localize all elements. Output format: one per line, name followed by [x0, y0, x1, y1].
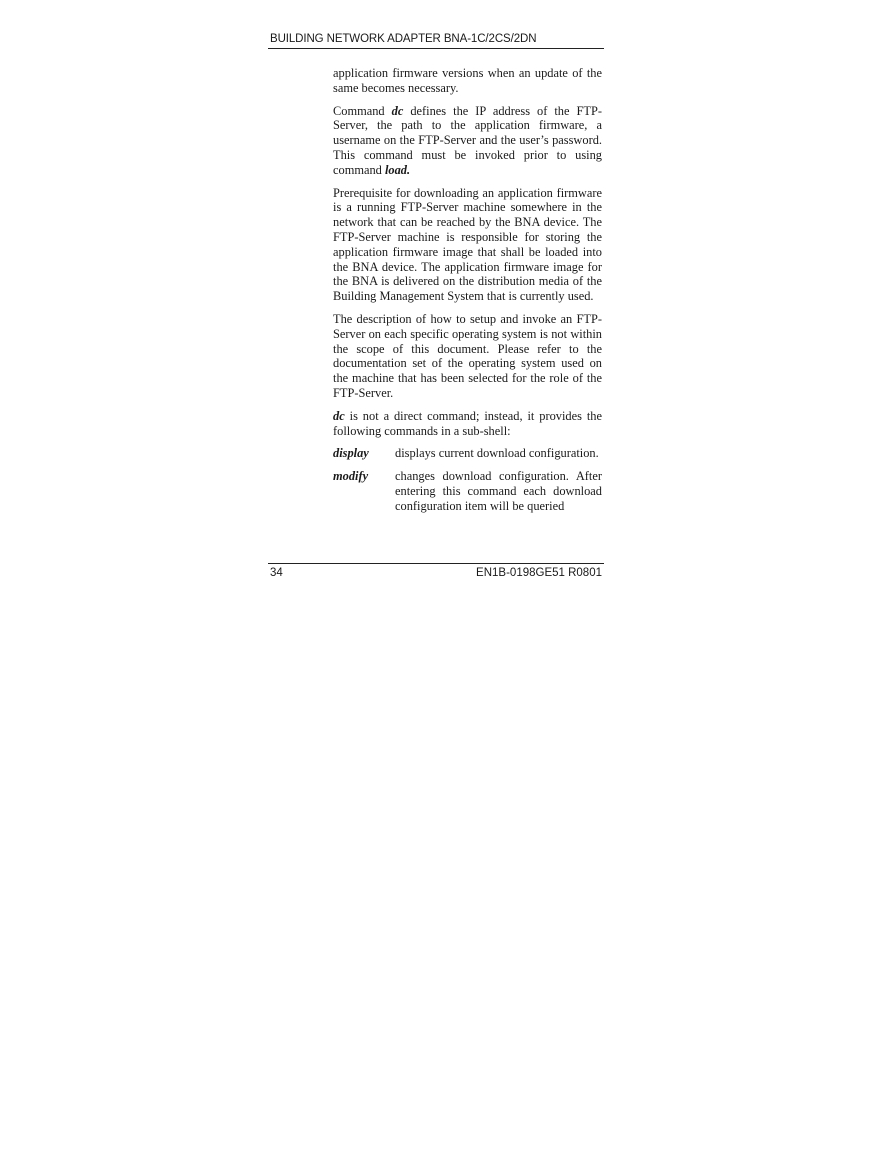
command-load: load.: [384, 162, 411, 177]
definition-modify: [333, 469, 602, 513]
paragraph-3: Prerequisite for downloading an application firmware is a running FTP-Server machine somewhere in the network that can be reached by the BNA device. The FTP-Server machine is responsible for storing the application firmware image that shall be loaded into the BNA device. The application firmware image for the BNA is delivered on the distribution media of the Building Management System that is currently used.: [333, 185, 602, 304]
command-dc: dc: [333, 408, 345, 423]
header-rule: [268, 48, 604, 49]
paragraph-5-text: is not a direct command; instead, it provides the following commands in a sub-shell:: [333, 408, 602, 438]
page-number: 34: [270, 567, 283, 579]
definition-display: [333, 446, 602, 461]
document-id: EN1B-0198GE51 R0801: [476, 567, 602, 579]
paragraph-2-text-b: defines the IP address of the FTP-Server, the path to the application firmware, a username on the FTP-Server and the user’s password. This command must be invoked prior to using command: [333, 103, 602, 177]
command-dc: dc: [391, 103, 404, 118]
definition-description: displays current download configuration.: [395, 446, 599, 461]
paragraph-2-text-a: Command: [333, 103, 392, 118]
paragraph-4: The description of how to setup and invoke an FTP-Server on each specific operating system is not within the scope of this document. Please refer to the documentation set of the operating system used on the machine that has been selected for the role of the FTP-Server.: [333, 311, 602, 400]
definition-term: modify: [333, 469, 369, 484]
definition-description: changes download configuration. After entering this command each download configuration item will be queried: [395, 469, 602, 513]
paragraph-2: [333, 104, 602, 178]
definition-term: display: [333, 446, 369, 461]
footer-rule: [268, 563, 604, 564]
body-text: [333, 66, 602, 522]
running-header: BUILDING NETWORK ADAPTER BNA-1C/2CS/2DN: [270, 33, 537, 45]
paragraph-1: application firmware versions when an update of the same becomes necessary.: [333, 66, 602, 95]
paragraph-5: [333, 409, 602, 439]
